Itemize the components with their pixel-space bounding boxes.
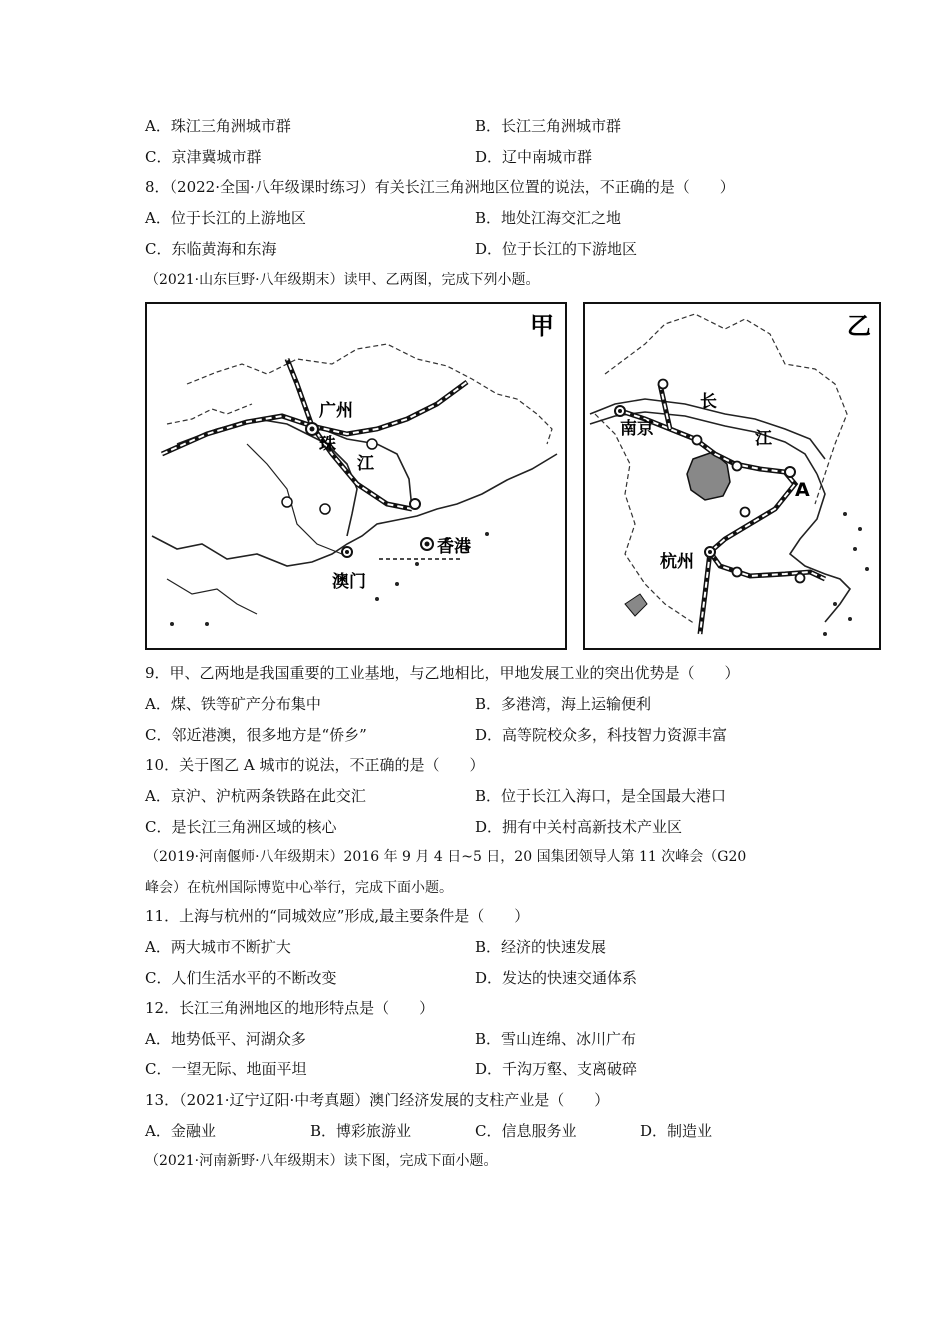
q7-option-a: A．珠江三角洲城市群: [145, 117, 291, 135]
q11-option-c: C．人们生活水平的不断改变: [145, 969, 337, 987]
q13-option-d: D．制造业: [640, 1122, 713, 1140]
map-yi: [583, 302, 881, 650]
q8-option-a: A．位于长江的上游地区: [145, 209, 306, 227]
q11-option-a: A．两大城市不断扩大: [145, 938, 291, 956]
q10-option-a: A．京沪、沪杭两条铁路在此交汇: [145, 787, 366, 805]
map-jia-jiang: 江: [357, 454, 374, 474]
map-yi-drawing: [585, 304, 879, 648]
q12-option-c: C．一望无际、地面平坦: [145, 1060, 307, 1078]
map-jia-corner: 甲: [530, 312, 554, 340]
q11-option-b: B．经济的快速发展: [475, 938, 607, 956]
map-yi-hangzhou: 杭州: [660, 552, 694, 572]
q11-stem: 11．上海与杭州的“同城效应”形成,最主要条件是（ ）: [145, 907, 530, 925]
q8-option-b: B．地处江海交汇之地: [475, 209, 622, 227]
q10-option-c: C．是长江三角洲区域的核心: [145, 818, 337, 836]
q9-option-b: B．多港湾，海上运输便利: [475, 695, 652, 713]
q13-option-c: C．信息服务业: [475, 1122, 577, 1140]
q8-option-d: D．位于长江的下游地区: [475, 240, 638, 258]
map-yi-nanjing: 南京: [620, 419, 654, 439]
q9-option-a: A．煤、铁等矿产分布集中: [145, 695, 321, 713]
map-jia-drawing: [147, 304, 565, 648]
map-yi-chang: 长: [700, 392, 717, 412]
q7-option-d: D．辽中南城市群: [475, 148, 593, 166]
q9-stem: 9．甲、乙两地是我国重要的工业基地，与乙地相比，甲地发展工业的突出优势是（ ）: [145, 664, 740, 682]
q12-option-a: A．地势低平、河湖众多: [145, 1030, 306, 1048]
q9-option-c: C．邻近港澳，很多地方是“侨乡”: [145, 726, 367, 744]
q7-option-b: B．长江三角洲城市群: [475, 117, 622, 135]
map-jia-hongkong: 香港: [437, 537, 471, 557]
intro-next: （2021·河南新野·八年级期末）读下图，完成下面小题。: [145, 1153, 498, 1169]
intro-11-12-line1: （2019·河南偃师·八年级期末）2016 年 9 月 4 日~5 日，20 国集团领导人第 11 次峰会（G20: [145, 849, 747, 865]
map-yi-corner: 乙: [847, 312, 871, 340]
map-jia-zhu: 珠: [319, 435, 336, 455]
q13-option-a: A．金融业: [145, 1122, 216, 1140]
q13-stem: 13．（2021·辽宁辽阳·中考真题）澳门经济发展的支柱产业是（ ）: [145, 1091, 610, 1109]
map-jia: [145, 302, 567, 650]
intro-11-12-line2: 峰会）在杭州国际博览中心举行，完成下面小题。: [145, 880, 453, 896]
q10-option-b: B．位于长江入海口，是全国最大港口: [475, 787, 727, 805]
q7-option-c: C．京津冀城市群: [145, 148, 262, 166]
q12-option-d: D．千沟万壑、支离破碎: [475, 1060, 638, 1078]
q12-option-b: B．雪山连绵、冰川广布: [475, 1030, 637, 1048]
q10-option-d: D．拥有中关村高新技术产业区: [475, 818, 683, 836]
map-jia-macau: 澳门: [332, 572, 366, 592]
map-yi-a: A: [795, 479, 810, 501]
q8-stem: 8．（2022·全国·八年级课时练习）有关长江三角洲地区位置的说法，不正确的是（ ）: [145, 178, 735, 196]
intro-9-10: （2021·山东巨野·八年级期末）读甲、乙两图，完成下列小题。: [145, 272, 540, 288]
q9-option-d: D．高等院校众多，科技智力资源丰富: [475, 726, 728, 744]
map-jia-guangzhou: 广州: [319, 401, 353, 421]
q12-stem: 12．长江三角洲地区的地形特点是（ ）: [145, 999, 435, 1017]
q11-option-d: D．发达的快速交通体系: [475, 969, 638, 987]
map-yi-jiang: 江: [755, 429, 772, 449]
q8-option-c: C．东临黄海和东海: [145, 240, 277, 258]
q10-stem: 10．关于图乙 A 城市的说法，不正确的是（ ）: [145, 756, 485, 774]
q13-option-b: B．博彩旅游业: [310, 1122, 412, 1140]
